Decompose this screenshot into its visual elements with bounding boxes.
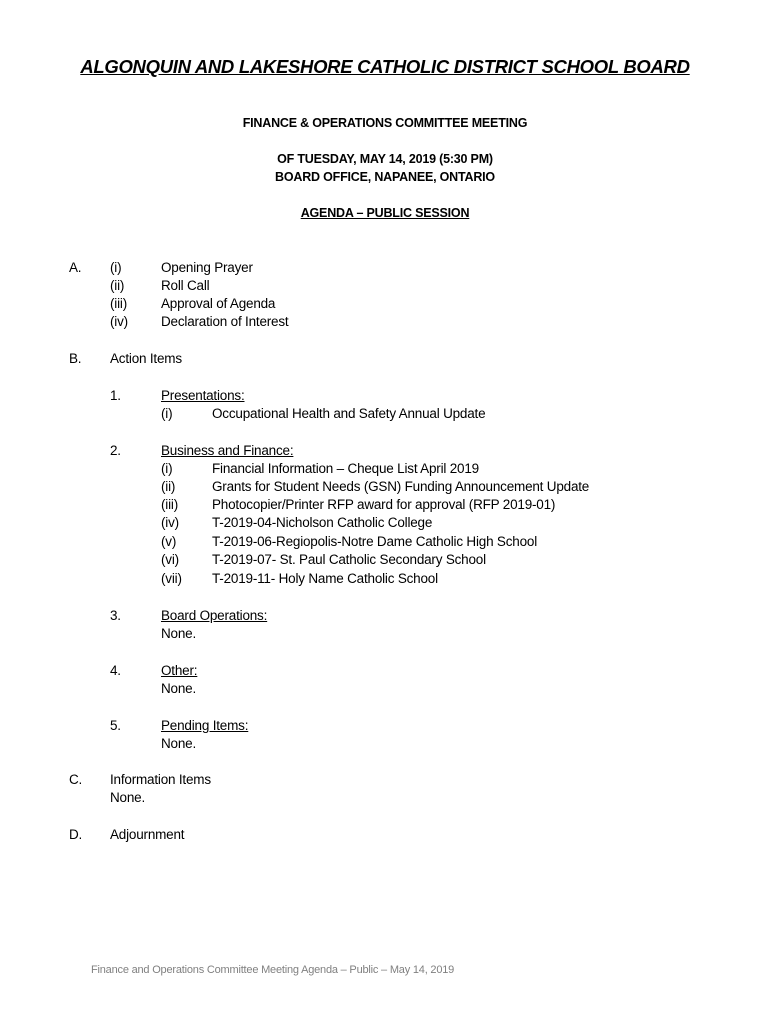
presentations-num: 1.	[110, 388, 121, 403]
business-item-num: (vi)	[161, 552, 179, 567]
meeting-date: OF TUESDAY, MAY 14, 2019 (5:30 PM)	[277, 152, 493, 166]
presentations-heading: Presentations:	[161, 388, 245, 403]
business-item-num: (iv)	[161, 515, 179, 530]
business-heading: Business and Finance:	[161, 443, 294, 458]
section-a-item-text: Approval of Agenda	[161, 296, 276, 311]
business-item-num: (vii)	[161, 571, 182, 586]
business-item-text: Grants for Student Needs (GSN) Funding Announcement Update	[212, 479, 590, 494]
business-item-text: T-2019-07- St. Paul Catholic Secondary School	[212, 552, 486, 567]
section-a-item-text: Declaration of Interest	[161, 314, 289, 329]
section-d-letter: D.	[69, 827, 83, 842]
business-item-text: T-2019-06-Regiopolis-Notre Dame Catholic High School	[212, 534, 538, 549]
pending-value: None.	[161, 736, 197, 751]
other-num: 4.	[110, 663, 121, 678]
business-item-text: T-2019-04-Nicholson Catholic College	[212, 515, 433, 530]
section-a-item-text: Roll Call	[161, 278, 210, 293]
presentations-item-num: (i)	[161, 406, 173, 421]
business-item-num: (i)	[161, 461, 173, 476]
business-item-text: T-2019-11- Holy Name Catholic School	[212, 571, 438, 586]
section-d-title: Adjournment	[110, 827, 185, 842]
section-a-letter: A.	[69, 260, 82, 275]
business-item-text: Financial Information – Cheque List April 2019	[212, 461, 479, 476]
board-operations-heading: Board Operations:	[161, 608, 268, 623]
pending-num: 5.	[110, 718, 121, 733]
section-a-item-num: (i)	[110, 260, 122, 275]
section-c-value: None.	[110, 790, 146, 805]
business-item-num: (ii)	[161, 479, 176, 494]
business-num: 2.	[110, 443, 121, 458]
section-a-item-num: (ii)	[110, 278, 125, 293]
pending-heading: Pending Items:	[161, 718, 249, 733]
presentations-item-text: Occupational Health and Safety Annual Update	[212, 406, 486, 421]
section-a-item-text: Opening Prayer	[161, 260, 253, 275]
board-operations-num: 3.	[110, 608, 121, 623]
meeting-name: FINANCE & OPERATIONS COMMITTEE MEETING	[242, 116, 528, 130]
section-c-letter: C.	[69, 772, 83, 787]
section-a-item-num: (iii)	[110, 296, 127, 311]
board-title: ALGONQUIN AND LAKESHORE CATHOLIC DISTRICT SCHOOL BOARD	[80, 56, 690, 77]
section-c-title: Information Items	[110, 772, 211, 787]
other-value: None.	[161, 681, 197, 696]
meeting-location: BOARD OFFICE, NAPANEE, ONTARIO	[275, 170, 495, 184]
section-b-letter: B.	[69, 351, 82, 366]
page-footer: Finance and Operations Committee Meeting Agenda – Public – May 14, 2019	[91, 964, 455, 976]
business-item-num: (iii)	[161, 497, 178, 512]
section-a-item-num: (iv)	[110, 314, 128, 329]
business-item-text: Photocopier/Printer RFP award for approval (RFP 2019-01)	[212, 497, 556, 512]
board-operations-value: None.	[161, 626, 197, 641]
agenda-title: AGENDA – PUBLIC SESSION	[300, 206, 470, 220]
other-heading: Other:	[161, 663, 198, 678]
business-item-num: (v)	[161, 534, 177, 549]
section-b-title: Action Items	[110, 351, 182, 366]
